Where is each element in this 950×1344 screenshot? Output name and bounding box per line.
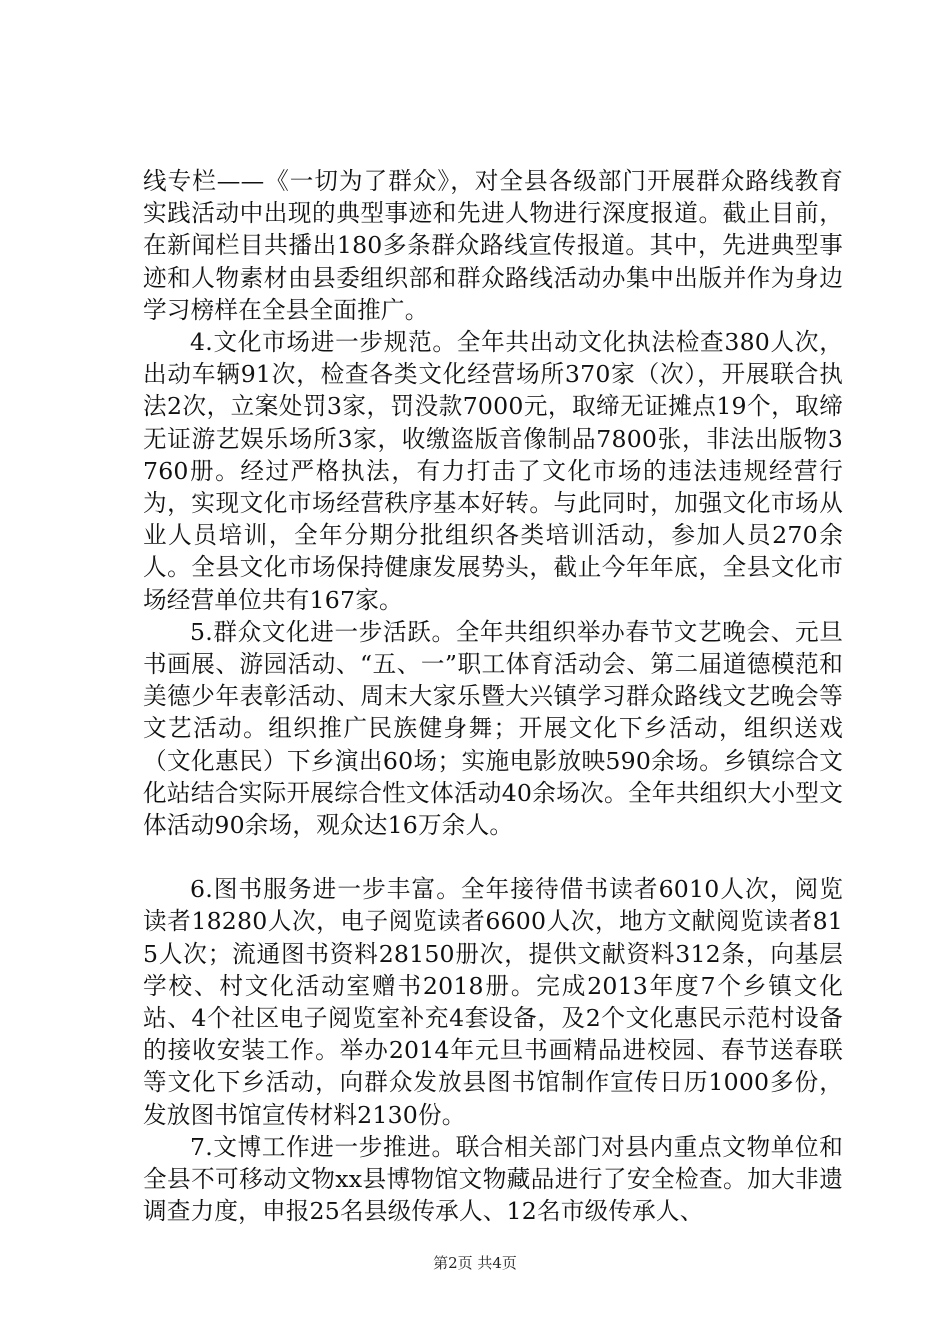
paragraph-library-service: 6.图书服务进一步丰富。全年接待借书读者6010人次，阅览读者18280人次，电子阅览读者6600人次，地方文献阅览读者815人次；流通图书资料28150册次，提供文献资料312条，向基层学校、村文化活动室赠书2018册。完成2013年度7个乡镇文化站、4个社区电子阅览室补充4套设备，及2个文化惠民示范村设备的接收安装工作。举办2014年元旦书画精品进校园、春节送春联等文化下乡活动，向群众发放县图书馆制作宣传日历1000多份，发放图书馆宣传材料2130份。 [143, 875, 843, 1129]
page-number-footer: 第2页 共4页 [433, 1254, 517, 1272]
paragraph-mass-culture: 5.群众文化进一步活跃。全年共组织举办春节文艺晚会、元旦书画展、游园活动、“五、一”职工体育活动会、第二届道德模范和美德少年表彰活动、周末大家乐暨大兴镇学习群众路线文艺晚会等文艺活动。组织推广民族健身舞；开展文化下乡活动，组织送戏（文化惠民）下乡演出60场；实施电影放映590余场。乡镇综合文化站结合实际开展综合性文体活动40余场次。全年共组织大小型文体活动90余场，观众达16万余人。 [143, 617, 843, 840]
paragraph-gap [143, 841, 843, 873]
paragraph-continuation: 线专栏——《一切为了群众》，对全县各级部门开展群众路线教育实践活动中出现的典型事迹和先进人物进行深度报道。截止目前，在新闻栏目共播出180多条群众路线宣传报道。其中，先进典型事迹和人物素材由县委组织部和群众路线活动办集中出版并作为身边学习榜样在全县全面推广。 [143, 167, 843, 324]
document-body [143, 165, 843, 1228]
paragraph-cultural-market: 4.文化市场进一步规范。全年共出动文化执法检查380人次，出动车辆91次，检查各类文化经营场所370家（次），开展联合执法2次，立案处罚3家，罚没款7000元，取缔无证摊点19个，取缔无证游艺娱乐场所3家，收缴盗版音像制品7800张，非法出版物3760册。经过严格执法，有力打击了文化市场的违法违规经营行为，实现文化市场经营秩序基本好转。与此同时，加强文化市场从业人员培训，全年分期分批组织各类培训活动，参加人员270余人。全县文化市场保持健康发展势头，截止今年年底，全县文化市场经营单位共有167家。 [143, 328, 843, 614]
paragraph-museum-work: 7.文博工作进一步推进。联合相关部门对县内重点文物单位和全县不可移动文物xx县博物馆文物藏品进行了安全检查。加大非遗调查力度，申报25名县级传承人、12名市级传承人、 [143, 1132, 843, 1226]
